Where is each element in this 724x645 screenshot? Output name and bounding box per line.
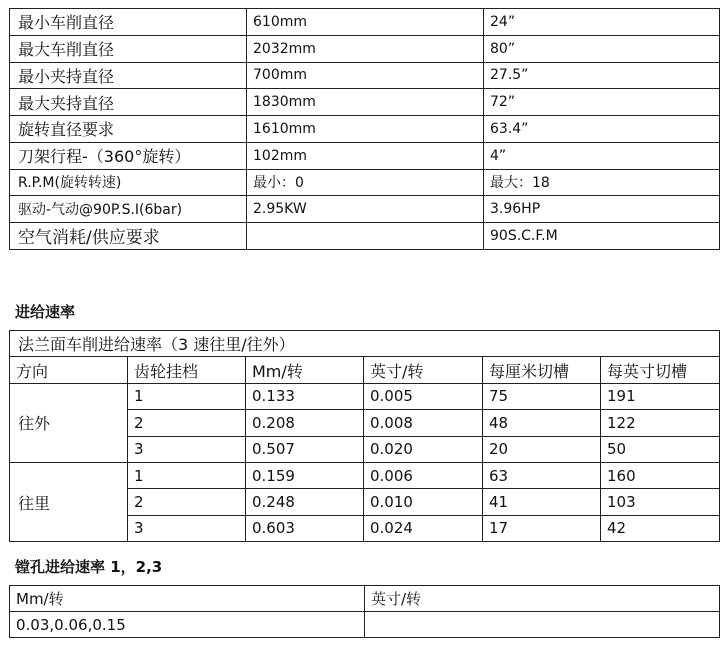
per-inch-cell: 160 (601, 462, 720, 488)
inch-cell: 0.020 (364, 436, 483, 462)
gear-cell: 2 (128, 489, 246, 515)
feed-section-title: 进给速率 (15, 303, 76, 321)
per-cm-cell: 41 (483, 489, 601, 515)
feed-header-row (10, 357, 720, 383)
feed-rate-table (9, 330, 720, 542)
spec-label: 刀架行程-（360°旋转） (10, 142, 247, 169)
spec-row (10, 35, 720, 62)
inch-cell: 0.010 (364, 489, 483, 515)
header-grooves-per-cm: 每厘米切槽 (483, 357, 601, 383)
spec-metric: 2032mm (247, 35, 484, 62)
header-gear: 齿轮挂档 (128, 357, 246, 383)
spec-imperial: 90S.C.F.M (484, 223, 720, 250)
spec-row (10, 116, 720, 143)
spec-row (10, 89, 720, 116)
header-grooves-per-inch: 每英寸切槽 (601, 357, 720, 383)
header-inch-per-rev: 英寸/转 (365, 586, 720, 612)
header-inch-per-rev: 英寸/转 (364, 357, 483, 383)
spec-imperial: 24” (484, 9, 720, 36)
spec-row (10, 9, 720, 36)
mm-cell: 0.507 (246, 436, 364, 462)
inch-cell: 0.006 (364, 462, 483, 488)
gear-cell: 3 (128, 436, 246, 462)
gear-cell: 1 (128, 383, 246, 409)
gear-cell: 1 (128, 462, 246, 488)
spec-label: R.P.M(旋转转速) (10, 169, 247, 196)
mm-cell: 0.159 (246, 462, 364, 488)
spec-imperial: 4” (484, 142, 720, 169)
spec-row (10, 142, 720, 169)
spec-row (10, 196, 720, 223)
mm-cell: 0.208 (246, 410, 364, 436)
spec-metric: 2.95KW (247, 196, 484, 223)
per-inch-cell: 191 (601, 383, 720, 409)
spec-metric: 102mm (247, 142, 484, 169)
spec-metric (247, 223, 484, 250)
per-inch-cell: 42 (601, 515, 720, 541)
direction-cell: 往里 (10, 462, 128, 541)
feed-caption-row (10, 331, 720, 357)
header-mm-per-rev: Mm/转 (246, 357, 364, 383)
spec-label: 最小车削直径 (10, 9, 247, 36)
spec-imperial: 最大：18 (484, 169, 720, 196)
spec-imperial: 80” (484, 35, 720, 62)
spec-label: 最小夹持直径 (10, 62, 247, 89)
per-cm-cell: 48 (483, 410, 601, 436)
per-inch-cell: 103 (601, 489, 720, 515)
mm-value-cell: 0.03,0.06,0.15 (10, 612, 365, 638)
spec-table (9, 8, 720, 250)
per-cm-cell: 63 (483, 462, 601, 488)
spec-label: 旋转直径要求 (10, 116, 247, 143)
table-row (10, 612, 720, 638)
mm-cell: 0.133 (246, 383, 364, 409)
header-mm-per-rev: Mm/转 (10, 586, 365, 612)
mm-cell: 0.248 (246, 489, 364, 515)
spec-metric: 700mm (247, 62, 484, 89)
per-cm-cell: 17 (483, 515, 601, 541)
spec-label: 空气消耗/供应要求 (10, 223, 247, 250)
per-cm-cell: 75 (483, 383, 601, 409)
feed-caption: 法兰面车削进给速率（3 速往里/往外） (10, 331, 720, 357)
per-inch-cell: 122 (601, 410, 720, 436)
spec-metric: 610mm (247, 9, 484, 36)
spec-row (10, 223, 720, 250)
inch-cell: 0.008 (364, 410, 483, 436)
spec-metric: 1610mm (247, 116, 484, 143)
inch-value-cell (365, 612, 720, 638)
spec-metric: 1830mm (247, 89, 484, 116)
table-row (10, 383, 720, 409)
spec-imperial: 27.5” (484, 62, 720, 89)
mm-cell: 0.603 (246, 515, 364, 541)
header-direction: 方向 (10, 357, 128, 383)
spec-imperial: 3.96HP (484, 196, 720, 223)
inch-cell: 0.024 (364, 515, 483, 541)
boring-section-title: 镗孔进给速率 1，2,3 (15, 558, 163, 576)
direction-cell: 往外 (10, 383, 128, 462)
gear-cell: 3 (128, 515, 246, 541)
spec-imperial: 63.4” (484, 116, 720, 143)
spec-row (10, 169, 720, 196)
gear-cell: 2 (128, 410, 246, 436)
boring-feed-table (9, 585, 720, 638)
spec-label: 驱动-气动@90P.S.I(6bar) (10, 196, 247, 223)
per-inch-cell: 50 (601, 436, 720, 462)
spec-metric: 最小：0 (247, 169, 484, 196)
spec-row (10, 62, 720, 89)
spec-label: 最大夹持直径 (10, 89, 247, 116)
per-cm-cell: 20 (483, 436, 601, 462)
table-row (10, 462, 720, 488)
spec-imperial: 72” (484, 89, 720, 116)
spec-label: 最大车削直径 (10, 35, 247, 62)
boring-header-row (10, 586, 720, 612)
inch-cell: 0.005 (364, 383, 483, 409)
